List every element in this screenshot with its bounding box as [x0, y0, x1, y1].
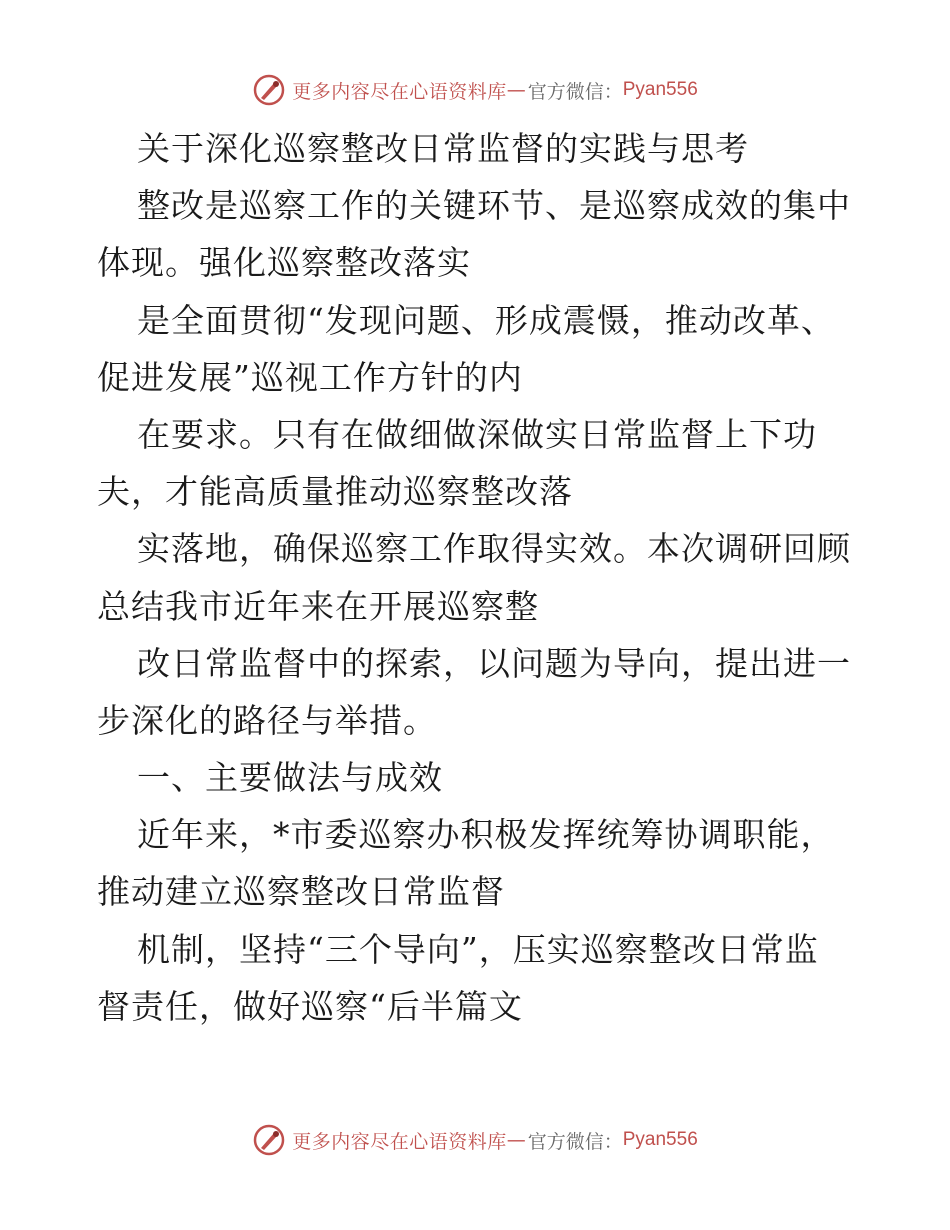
section-heading: 一、主要做法与成效 [137, 758, 443, 798]
footer-banner [0, 1120, 950, 1160]
banner-wechat-id: Pyan556 [622, 79, 698, 100]
text-line: 是全面贯彻“发现问题、形成震慑，推动改革、 [137, 300, 835, 340]
banner-separator: — [506, 79, 526, 101]
text-line: 督责任，做好巡察“后半篇文 [97, 986, 523, 1026]
banner-label: 官方微信： [527, 80, 623, 103]
text-line: 体现。强化巡察整改落实 [97, 243, 471, 283]
text-line: 整改是巡察工作的关键环节、是巡察成效的集中 [137, 186, 851, 226]
text-line: 实落地，确保巡察工作取得实效。本次调研回顾 [137, 529, 851, 569]
text-line: 近年来，*市委巡察办积极发挥统筹协调职能， [137, 815, 835, 855]
header-banner [0, 70, 950, 110]
banner-separator: — [506, 1129, 526, 1151]
banner-label: 官方微信： [527, 1130, 623, 1153]
pen-logo-icon [252, 73, 286, 107]
text-line: 总结我市近年来在开展巡察整 [97, 586, 539, 626]
banner-title: 更多内容尽在心语资料库 [292, 1130, 507, 1153]
text-line: 夫，才能高质量推动巡察整改落 [97, 472, 573, 512]
text-line: 促进发展”巡视工作方针的内 [97, 357, 523, 397]
document-body [97, 120, 857, 1035]
pen-logo-icon [252, 1123, 286, 1157]
text-line: 在要求。只有在做细做深做实日常监督上下功 [137, 414, 817, 454]
text-line: 机制，坚持“三个导向”，压实巡察整改日常监 [137, 929, 819, 969]
text-line: 推动建立巡察整改日常监督 [97, 872, 505, 912]
banner-wechat-id: Pyan556 [622, 1129, 698, 1150]
doc-title: 关于深化巡察整改日常监督的实践与思考 [137, 129, 749, 168]
banner-title: 更多内容尽在心语资料库 [292, 80, 507, 103]
text-line: 步深化的路径与举措。 [97, 700, 437, 740]
text-line: 改日常监督中的探索，以问题为导向，提出进一 [137, 643, 851, 683]
